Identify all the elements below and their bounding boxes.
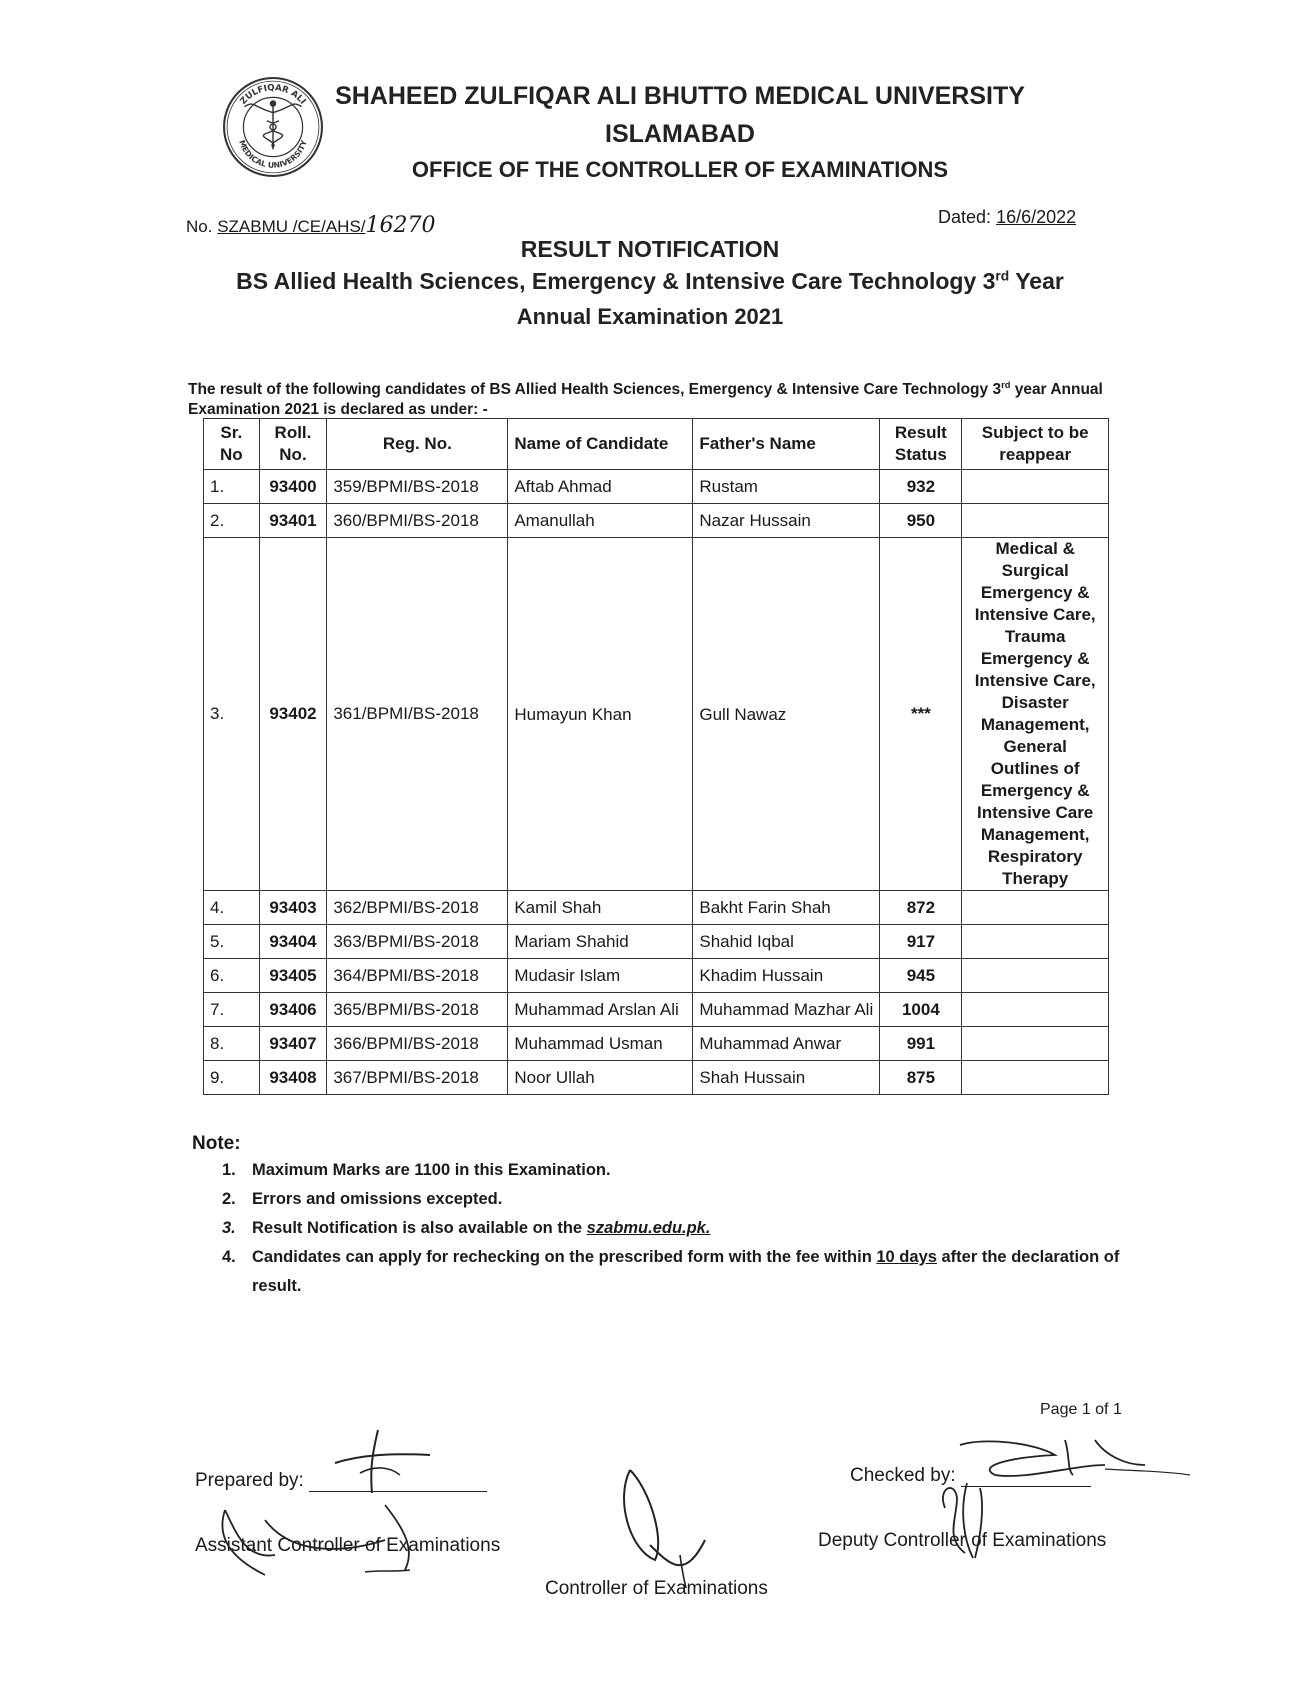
table-row: 2. 93401 360/BPMI/BS-2018 Amanullah Nazar Hussain 950 <box>204 504 1109 538</box>
table-row: 4. 93403 362/BPMI/BS-2018 Kamil Shah Bakht Farin Shah 872 <box>204 891 1109 925</box>
header-reg: Reg. No. <box>327 419 508 470</box>
reference-prefix: No. <box>186 217 213 236</box>
table-row: 5. 93404 363/BPMI/BS-2018 Mariam Shahid Shahid Iqbal 917 <box>204 925 1109 959</box>
header-name: Name of Candidate <box>508 419 693 470</box>
table-header-row <box>204 419 1109 470</box>
results-table <box>203 418 1109 1095</box>
checked-label: Checked by: <box>850 1465 956 1486</box>
header-status: Result Status <box>880 419 962 470</box>
table-row: 6. 93405 364/BPMI/BS-2018 Mudasir Islam Khadim Hussain 945 <box>204 959 1109 993</box>
university-name: SHAHEED ZULFIQAR ALI BHUTTO MEDICAL UNIVERSITY <box>335 82 1025 110</box>
date-label: Dated: <box>938 207 992 227</box>
deputy-signature <box>935 1478 995 1563</box>
reference-code: SZABMU /CE/AHS/ <box>217 217 366 236</box>
note-item: 2. Errors and omissions excepted. <box>222 1190 503 1208</box>
notes-list <box>222 1156 1122 1301</box>
seal-text-top: ZULFIQAR ALI <box>238 83 308 107</box>
website-link[interactable]: szabmu.edu.pk. <box>586 1219 711 1237</box>
assistant-signature <box>205 1500 435 1580</box>
table-row: 9. 93408 367/BPMI/BS-2018 Noor Ullah Shah Hussain 875 <box>204 1061 1109 1095</box>
seal-text-bottom: MEDICAL UNIVERSITY <box>237 138 309 170</box>
table-row: 7. 93406 365/BPMI/BS-2018 Muhammad Arslan Ali Muhammad Mazhar Ali 1004 <box>204 993 1109 1027</box>
notes-heading: Note: <box>192 1133 241 1154</box>
header-father: Father's Name <box>693 419 880 470</box>
controller-title: Controller of Examinations <box>545 1578 768 1599</box>
controller-signature <box>610 1460 720 1590</box>
caduceus-icon <box>244 101 301 149</box>
page-number: Page 1 of 1 <box>1040 1401 1122 1418</box>
header-roll: Roll. No. <box>259 419 327 470</box>
deputy-controller-title: Deputy Controller of Examinations <box>818 1530 1107 1551</box>
note-item: 1. Maximum Marks are 1100 in this Examination. <box>222 1161 611 1179</box>
note-item: 4. Candidates can apply for rechecking on the prescribed form with the fee within 10 days after the declaration of result. <box>222 1248 1120 1295</box>
table-row: 8. 93407 366/BPMI/BS-2018 Muhammad Usman Muhammad Anwar 991 <box>204 1027 1109 1061</box>
reference-handwritten: 16270 <box>365 213 436 238</box>
university-city: ISLAMABAD <box>605 120 755 148</box>
program-title: BS Allied Health Sciences, Emergency & Intensive Care Technology 3rd Year <box>236 268 1064 294</box>
exam-title: Annual Examination 2021 <box>516 304 784 329</box>
prepared-signature <box>330 1425 440 1495</box>
table-row: 1. 93400 359/BPMI/BS-2018 Aftab Ahmad Rustam 932 <box>204 470 1109 504</box>
header-subject: Subject to be reappear <box>962 419 1109 470</box>
table-row: 3. 93402 361/BPMI/BS-2018 Humayun Khan Gull Nawaz *** Medical & Surgical Emergency & Intensive Care, Trauma Emergency & Intensive Care, Disaster Management, General Outlines of Emergency & Intensive Care Management, Respiratory Therapy <box>204 538 1109 891</box>
note-item: 3. Result Notification is also available on the szabmu.edu.pk. <box>222 1219 711 1237</box>
reference-number <box>186 213 436 238</box>
header-sr: Sr. No <box>204 419 260 470</box>
office-name: OFFICE OF THE CONTROLLER OF EXAMINATIONS <box>411 157 949 182</box>
date-value: 16/6/2022 <box>996 207 1077 227</box>
prepared-label: Prepared by: <box>195 1470 304 1491</box>
notification-title: RESULT NOTIFICATION <box>520 236 780 262</box>
intro-paragraph: The result of the following candidates of BS Allied Health Sciences, Emergency & Intensive Care Technology 3rd year Annual Examination 2021 is declared as under: - <box>188 380 1103 419</box>
assistant-controller-title: Assistant Controller of Examinations <box>195 1535 501 1556</box>
date-line <box>938 207 1076 228</box>
